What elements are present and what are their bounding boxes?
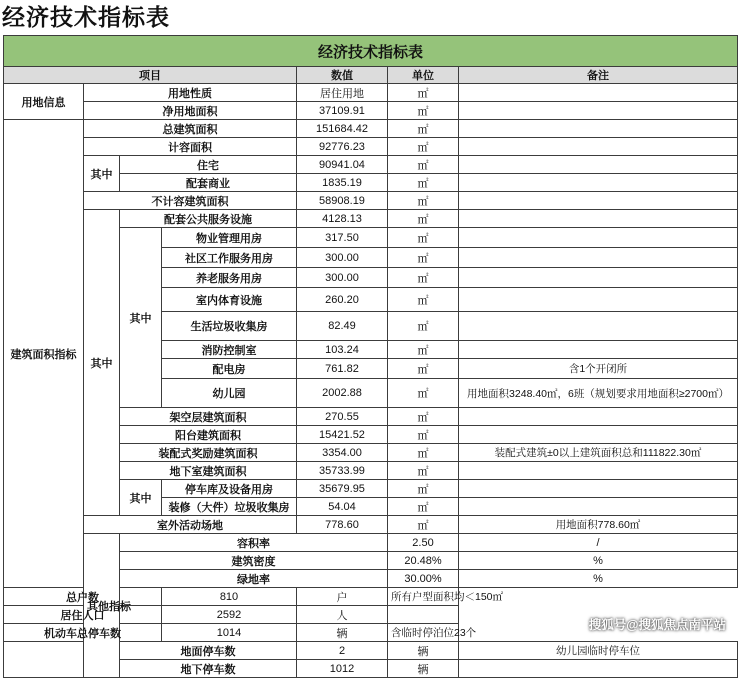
value-cell: 270.55 xyxy=(297,408,388,426)
value-cell: 761.82 xyxy=(297,359,388,379)
unit-cell: / xyxy=(459,534,738,552)
table-row xyxy=(4,516,738,534)
value-cell: 1012 xyxy=(297,660,388,678)
table-row xyxy=(4,156,738,174)
item-label: 用地性质 xyxy=(84,84,297,102)
note-cell xyxy=(459,480,738,498)
watermark: 搜狐号@搜狐焦点南平站 xyxy=(588,618,726,632)
item-label: 装修（大件）垃圾收集房 xyxy=(162,498,297,516)
table-row xyxy=(4,84,738,102)
economic-indicator-table xyxy=(3,35,738,678)
item-label: 室内体育设施 xyxy=(162,288,297,312)
note-cell xyxy=(459,660,738,678)
item-label: 架空层建筑面积 xyxy=(120,408,297,426)
value-cell: 151684.42 xyxy=(297,120,388,138)
header-unit: 单位 xyxy=(388,67,459,84)
value-cell: 2592 xyxy=(162,606,297,624)
note-cell xyxy=(459,120,738,138)
item-label: 容积率 xyxy=(120,534,388,552)
value-cell: 92776.23 xyxy=(297,138,388,156)
unit-cell: ㎡ xyxy=(388,248,459,268)
note-cell xyxy=(459,462,738,480)
page-title: 经济技术指标表 xyxy=(2,4,170,30)
header-item: 项目 xyxy=(4,67,297,84)
item-label: 建筑密度 xyxy=(120,552,388,570)
item-label: 机动车总停车数 xyxy=(4,624,162,642)
value-cell: 2002.88 xyxy=(297,379,388,408)
table-row xyxy=(4,36,738,67)
value-cell: 20.48% xyxy=(388,552,459,570)
unit-cell: ㎡ xyxy=(388,84,459,102)
note-cell: 幼儿园临时停车位 xyxy=(459,642,738,660)
item-label: 室外活动场地 xyxy=(84,516,297,534)
note-cell xyxy=(459,156,738,174)
note-cell xyxy=(459,498,738,516)
note-cell xyxy=(459,174,738,192)
unit-cell: ㎡ xyxy=(388,156,459,174)
value-cell: 810 xyxy=(162,588,297,606)
item-label: 净用地面积 xyxy=(84,102,297,120)
note-cell: 含1个开闭所 xyxy=(459,359,738,379)
note-cell xyxy=(459,192,738,210)
sub-label-qizhong: 其中 xyxy=(120,480,162,516)
table-row xyxy=(4,102,738,120)
blank-cell xyxy=(4,642,84,678)
value-cell: 90941.04 xyxy=(297,156,388,174)
value-cell: 54.04 xyxy=(297,498,388,516)
unit-cell: % xyxy=(459,570,738,588)
item-label: 配套商业 xyxy=(120,174,297,192)
unit-cell: ㎡ xyxy=(388,102,459,120)
unit-cell: ㎡ xyxy=(388,138,459,156)
note-cell xyxy=(459,426,738,444)
value-cell: 2.50 xyxy=(388,534,459,552)
note-cell: 含临时停泊位23个 xyxy=(388,624,459,642)
note-cell: 用地面积778.60㎡ xyxy=(459,516,738,534)
note-cell xyxy=(459,312,738,341)
table-row xyxy=(4,138,738,156)
note-cell xyxy=(459,341,738,359)
note-cell xyxy=(459,248,738,268)
unit-cell: % xyxy=(459,552,738,570)
table-row xyxy=(4,120,738,138)
unit-cell: ㎡ xyxy=(388,312,459,341)
value-cell: 1835.19 xyxy=(297,174,388,192)
sub-label-qizhong: 其中 xyxy=(84,210,120,516)
item-label: 不计容建筑面积 xyxy=(84,192,297,210)
group-building-area: 建筑面积指标 xyxy=(4,120,84,588)
item-label: 居住人口 xyxy=(4,606,162,624)
item-label: 幼儿园 xyxy=(162,379,297,408)
item-label: 社区工作服务用房 xyxy=(162,248,297,268)
unit-cell: ㎡ xyxy=(388,341,459,359)
unit-cell: ㎡ xyxy=(388,210,459,228)
value-cell: 4128.13 xyxy=(297,210,388,228)
value-cell: 30.00% xyxy=(388,570,459,588)
item-label: 物业管理用房 xyxy=(162,228,297,248)
item-label: 配电房 xyxy=(162,359,297,379)
unit-cell: ㎡ xyxy=(388,120,459,138)
note-cell xyxy=(459,408,738,426)
item-label: 地下室建筑面积 xyxy=(120,462,297,480)
item-label: 总户数 xyxy=(4,588,162,606)
value-cell: 2 xyxy=(297,642,388,660)
item-label: 阳台建筑面积 xyxy=(120,426,297,444)
unit-cell: ㎡ xyxy=(388,444,459,462)
value-cell: 58908.19 xyxy=(297,192,388,210)
value-cell: 居住用地 xyxy=(297,84,388,102)
note-cell: 装配式建筑±0以上建筑面积总和111822.30㎡ xyxy=(459,444,738,462)
note-cell xyxy=(459,138,738,156)
item-label: 住宅 xyxy=(120,156,297,174)
note-cell xyxy=(459,228,738,248)
value-cell: 37109.91 xyxy=(297,102,388,120)
unit-cell: 辆 xyxy=(388,660,459,678)
item-label: 停车库及设备用房 xyxy=(162,480,297,498)
item-label: 配套公共服务设施 xyxy=(120,210,297,228)
unit-cell: ㎡ xyxy=(388,174,459,192)
sub-label-qizhong: 其中 xyxy=(84,156,120,192)
unit-cell: ㎡ xyxy=(388,408,459,426)
note-cell xyxy=(459,84,738,102)
table-title: 经济技术指标表 xyxy=(4,36,738,67)
group-other-indicators: 其他指标 xyxy=(84,534,120,678)
header-note: 备注 xyxy=(459,67,738,84)
unit-cell: ㎡ xyxy=(388,462,459,480)
item-label: 地下停车数 xyxy=(120,660,297,678)
table-row xyxy=(4,534,738,552)
unit-cell: ㎡ xyxy=(388,516,459,534)
note-cell xyxy=(459,210,738,228)
sub-label-qizhong: 其中 xyxy=(120,228,162,408)
group-land-info: 用地信息 xyxy=(4,84,84,120)
note-cell xyxy=(388,606,459,624)
item-label: 生活垃圾收集房 xyxy=(162,312,297,341)
value-cell: 103.24 xyxy=(297,341,388,359)
unit-cell: ㎡ xyxy=(388,359,459,379)
item-label: 装配式奖励建筑面积 xyxy=(120,444,297,462)
note-cell: 用地面积3248.40㎡，6班（规划要求用地面积≥2700㎡） xyxy=(459,379,738,408)
unit-cell: 人 xyxy=(297,606,388,624)
value-cell: 82.49 xyxy=(297,312,388,341)
unit-cell: ㎡ xyxy=(388,379,459,408)
item-label: 计容面积 xyxy=(84,138,297,156)
table-row xyxy=(4,192,738,210)
table-row xyxy=(4,67,738,84)
unit-cell: 辆 xyxy=(297,624,388,642)
table-row xyxy=(4,210,738,228)
value-cell: 35679.95 xyxy=(297,480,388,498)
unit-cell: 辆 xyxy=(388,642,459,660)
item-label: 绿地率 xyxy=(120,570,388,588)
unit-cell: ㎡ xyxy=(388,268,459,288)
value-cell: 15421.52 xyxy=(297,426,388,444)
unit-cell: ㎡ xyxy=(388,426,459,444)
note-cell xyxy=(459,102,738,120)
value-cell: 1014 xyxy=(162,624,297,642)
value-cell: 300.00 xyxy=(297,248,388,268)
item-label: 总建筑面积 xyxy=(84,120,297,138)
value-cell: 300.00 xyxy=(297,268,388,288)
unit-cell: ㎡ xyxy=(388,480,459,498)
value-cell: 317.50 xyxy=(297,228,388,248)
item-label: 地面停车数 xyxy=(120,642,297,660)
value-cell: 260.20 xyxy=(297,288,388,312)
note-cell: 所有户型面积均＜150㎡ xyxy=(388,588,459,606)
value-cell: 778.60 xyxy=(297,516,388,534)
note-cell xyxy=(459,288,738,312)
unit-cell: ㎡ xyxy=(388,498,459,516)
unit-cell: 户 xyxy=(297,588,388,606)
unit-cell: ㎡ xyxy=(388,288,459,312)
note-cell xyxy=(459,268,738,288)
value-cell: 35733.99 xyxy=(297,462,388,480)
unit-cell: ㎡ xyxy=(388,228,459,248)
header-value: 数值 xyxy=(297,67,388,84)
unit-cell: ㎡ xyxy=(388,192,459,210)
item-label: 养老服务用房 xyxy=(162,268,297,288)
value-cell: 3354.00 xyxy=(297,444,388,462)
item-label: 消防控制室 xyxy=(162,341,297,359)
